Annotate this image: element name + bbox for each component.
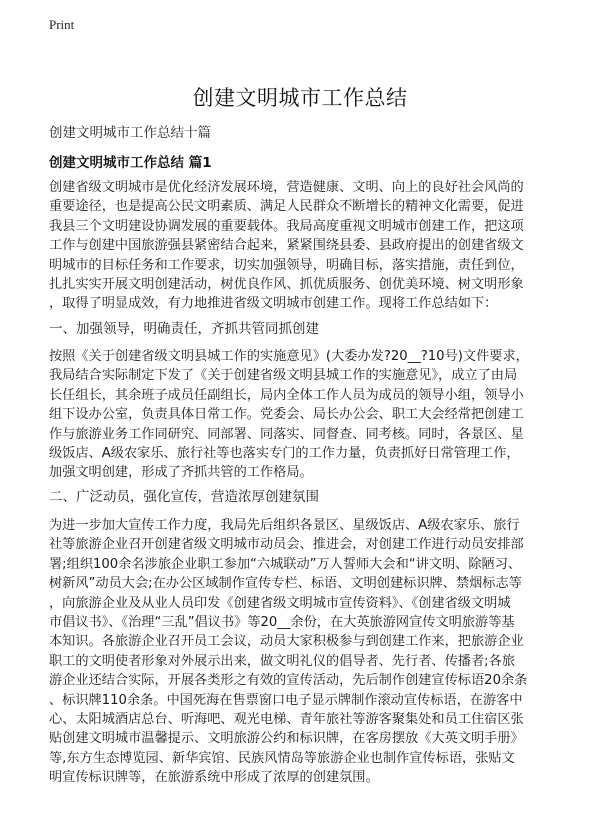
text-line: 创建省级文明城市是优化经济发展环境，营造健康、文明、向上的良好社会风尚的 — [49, 180, 524, 195]
text-line: 工作与创建中国旅游强县紧密结合起来，紧紧围绕县委、县政府提出的创建省级文 — [49, 238, 524, 254]
text-line: 游企业还结合实际，开展各类形之有效的宣传活动，先后制作创建宣传标语20余条 — [49, 673, 528, 689]
text-line: 按照《关于创建省级文明县城工作的实施意见》(大委办发?20__?10号)文件要求， — [49, 349, 529, 364]
text-line: 社等旅游企业召开创建省级文明城市动员会、推进会，对创建工作进行动员安排部 — [49, 537, 524, 553]
text-line: ，取得了明显成效，有力地推进省级文明城市创建工作。现将工作总结如下： — [49, 296, 498, 312]
text-line: 加强文明创建，形成了齐抓共管的工作格局。 — [49, 465, 313, 481]
text-line: 长任组长，其余班子成员任副组长，局内全体工作人员为成员的领导小组，领导小 — [49, 387, 524, 403]
section-heading: 创建文明城市工作总结 篇1 — [49, 155, 212, 171]
text-line: 本知识。各旅游企业召开员工会议，动员大家积极参与到创建工作来，把旅游企业 — [49, 634, 524, 650]
paragraph-publicity — [49, 516, 554, 788]
paragraph-leadership — [49, 347, 554, 483]
text-line: 级饭店、A级农家乐、旅行社等也落实专门的工作力量，负责抓好日常管理工作， — [49, 446, 520, 462]
heading-leadership: 一、加强领导，明确责任，齐抓共管同抓创建 — [49, 321, 319, 337]
text-line: 明城市的目标任务和工作要求，切实加强领导，明确目标，落实措施，责任到位， — [49, 257, 524, 273]
print-label: Print — [49, 17, 75, 32]
text-line: 署;组织100余名涉旅企业职工参加“六城联动”万人誓师大会和“讲文明、除陋习、 — [49, 556, 522, 572]
text-line: 扎扎实实开展文明创建活动，树优良作风、抓优质服务、创优美环境、树文明形象 — [49, 277, 524, 293]
paragraph-intro — [49, 178, 554, 314]
text-line: 等,东方生态博览园、新华宾馆、民族风情岛等旅游企业也制作宣传标语，张贴文 — [49, 750, 515, 766]
text-line: 树新风”动员大会;在办公区域制作宣传专栏、标语、文明创建标识牌、禁烟标志等 — [49, 576, 522, 592]
text-line: 我局结合实际制定下发了《关于创建省级文明县城工作的实施意见》，成立了由局 — [49, 368, 518, 384]
document-title: 创建文明城市工作总结 — [192, 86, 408, 110]
text-line: 心、太阳城酒店总台、听海吧、观光电梯、青年旅社等游客聚集处和员工住宿区张 — [49, 712, 524, 728]
text-line: 组下设办公室，负责具体日常工作。党委会、局长办公会、职工大会经常把创建工 — [49, 407, 524, 423]
text-line: 市倡议书》、《治理“三乱”倡议书》等20__余份，在大英旅游网宣传文明旅游等基 — [49, 615, 515, 631]
text-line: 、标识牌110余条。中国死海在售票窗口电子显示牌制作滚动宣传标语，在游客中 — [49, 692, 523, 708]
text-line: 明宣传标识牌等，在旅游系统中形成了浓厚的创建氛围。 — [49, 770, 379, 786]
text-line: 职工的文明使者形象对外展示出来，做文明礼仪的倡导者、先行者、传播者;各旅 — [49, 653, 516, 669]
text-line: 贴创建文明城市温馨提示、文明旅游公约和标识牌，在客房摆放《大英文明手册》 — [49, 731, 524, 747]
text-line: 我县三个文明建设协调发展的重要载体。我局高度重视文明城市创建工作，把这项 — [49, 218, 524, 234]
text-line: 为进一步加大宣传工作力度，我局先后组织各景区、星级饭店、A级农家乐、旅行 — [49, 518, 520, 533]
document-subtitle: 创建文明城市工作总结十篇 — [49, 125, 211, 141]
heading-publicity: 二、广泛动员，强化宣传，营造浓厚创建氛围 — [49, 489, 319, 505]
text-line: 重要途径，也是提高公民文明素质、满足人民群众不断增长的精神文化需要，促进 — [49, 199, 524, 215]
text-line: 作与旅游业务工作同研究、同部署、同落实、同督查、同考核。同时，各景区、星 — [49, 426, 524, 442]
text-line: ，向旅游企业及从业人员印发《创建省级文明城市宣传资料》、《创建省级文明城 — [49, 595, 511, 611]
